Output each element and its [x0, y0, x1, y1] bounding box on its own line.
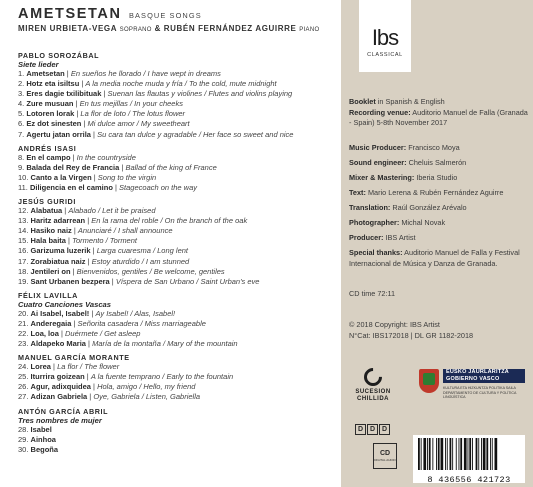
compact-disc-logo [373, 443, 397, 469]
track-number: 26. [18, 382, 29, 392]
track-row [18, 435, 336, 445]
credit-label: Text: [349, 188, 366, 197]
track-translation: Mi dulce amor / My sweetheart [87, 119, 190, 129]
barcode-bar [483, 438, 486, 470]
track-number: 16. [18, 246, 29, 256]
barcode-number: 8 436556 421723 [427, 475, 511, 485]
track-number: 12. [18, 206, 29, 216]
sucesion-text: SUCESION [355, 389, 391, 395]
credit-photographer [349, 218, 529, 228]
credit-translation [349, 203, 529, 213]
credit-label: Music Producer: [349, 143, 407, 152]
album-title: AMETSETAN [18, 6, 122, 22]
cd-logo-bottom: DIGITAL AUDIO [374, 458, 396, 462]
performer-1: MIREN URBIETA-VEGA [18, 24, 117, 33]
track-number: 29. [18, 434, 29, 444]
credit-mixer [349, 173, 529, 183]
barcode-bar [495, 438, 498, 470]
track-row: 13. Haritz adarrean | En la rama del roble / On the branch of the oak [18, 216, 248, 226]
track-row: 14. Hasiko naiz | Anunciaré / I shall announce [18, 226, 173, 236]
composer-name: ANDRÉS ISASI [18, 143, 77, 153]
barcode-bars [417, 438, 521, 470]
track-title: Hotz eta isiltsu [26, 79, 80, 89]
credit-value: Mario Lerena & Rubén Fernández Aguirre [367, 188, 504, 197]
credit-value: Michal Novak [401, 218, 446, 227]
credit-producer [349, 233, 529, 243]
track-title: En el campo [26, 152, 71, 162]
track-row: 21. Anderegaia | Señorita casadera / Miss marriageable [18, 318, 206, 328]
track-title: Ametsetan [26, 69, 65, 78]
credit-value: Auditorio Manuel de Falla y Festival Internacional de Música y Danza de Granada. [349, 248, 520, 268]
barcode-bar [459, 438, 460, 470]
track-title: Diligencia en el camino [29, 182, 113, 192]
track-translation: La flor / The flower [57, 362, 120, 372]
performer-amp: & [154, 24, 161, 33]
track-title: Garizuma luzerik [30, 246, 91, 256]
credit-text [349, 188, 529, 198]
barcode-bar [478, 438, 479, 470]
track-title: Loa, loa [30, 328, 59, 338]
track-translation: Bienvenidos, gentiles / Be welcome, gentiles [76, 266, 225, 276]
barcode-bar [418, 438, 420, 470]
track-translation: Tormento / Torment [72, 236, 137, 246]
track-number: 4. [18, 99, 25, 109]
ibs-logo [359, 0, 411, 72]
ibs-logo-sub: CLASSICAL [367, 52, 403, 58]
track-title: Canto a la Virgen [30, 172, 92, 182]
barcode-bar [460, 438, 462, 470]
track-number: 15. [18, 236, 29, 246]
credit-label: Producer: [349, 233, 384, 242]
credit-value: Auditorio Manuel de Falla (Granada - Spain) 5-8th November 2017 [349, 108, 528, 127]
track-translation: Su cara tan dulce y agradable / Her face so sweet and nice [97, 129, 294, 139]
ddd-badge [355, 424, 390, 435]
composer-name: MANUEL GARCÍA MORANTE [18, 353, 130, 363]
credit-label: Booklet [349, 97, 376, 106]
eus-department-text [443, 386, 525, 400]
track-row [18, 445, 336, 455]
track-row: 2. Hotz eta isiltsu | A la media noche muda y fría / To the cold, mute midnight [18, 79, 277, 89]
track-translation: Ay Isabel! / Alas, Isabel! [95, 308, 176, 318]
barcode-bar [438, 438, 440, 470]
barcode-bar [423, 438, 426, 470]
track-number: 23. [18, 339, 29, 349]
credit-sound-engineer [349, 158, 529, 168]
barcode-bar [450, 438, 452, 470]
track-number: 1. [18, 69, 25, 78]
credit-booklet [349, 97, 529, 107]
credit-label: Special thanks: [349, 248, 403, 257]
track-number: 8. [18, 152, 25, 162]
track-row: 1. Ametsetan | En sueños he llorado / I have wept in dreams [18, 69, 221, 78]
track-title: Hala baita [30, 236, 66, 246]
credit-value: Raúl González Arévalo [392, 203, 467, 212]
track-title: Ai Isabel, Isabel! [30, 308, 90, 318]
track-title: Haritz adarrean [30, 216, 86, 226]
track-row: 8. En el campo | In the countryside [18, 152, 136, 162]
credit-label: Photographer: [349, 218, 400, 227]
credit-value: IBS Artist [385, 233, 416, 242]
credit-label: Mixer & Mastering: [349, 173, 415, 182]
composer-name: ANTÓN GARCÍA ABRIL [18, 406, 109, 416]
track-title: Isabel [30, 424, 52, 434]
credit-label: Translation: [349, 203, 391, 212]
track-number: 28. [18, 424, 29, 434]
track-row: 25. Iturrira goizean | A la fuente temprano / Early to the fountain [18, 372, 234, 382]
work-title: Cuatro Canciones Vascas [18, 299, 111, 309]
chillida-text: CHILLIDA [357, 396, 389, 402]
credit-value: in Spanish & English [377, 97, 445, 106]
eus-small-2: DEPARTAMENTO DE CULTURA Y POLÍTICA LINGÜÍSTICA [443, 390, 517, 399]
catalog-number: N°Cat: IBS172018 | DL GR 1182-2018 [349, 331, 474, 340]
barcode-bar [472, 438, 473, 470]
track-title: Ainhoa [30, 434, 56, 444]
barcode-bar [436, 438, 437, 470]
performers [18, 24, 319, 33]
track-translation: Víspera de San Urbano / Saint Urban's eve [115, 276, 260, 286]
track-translation: En sueños he llorado / I have wept in dreams [70, 69, 221, 78]
track-translation: En tus mejillas / In your cheeks [79, 99, 183, 109]
track-number: 19. [18, 276, 29, 286]
track-number: 20. [18, 308, 29, 318]
barcode-bar [468, 438, 469, 470]
performer-1-role: SOPRANO [119, 27, 152, 33]
track-number: 27. [18, 392, 29, 402]
barcode-bar [490, 438, 491, 470]
composer-name: FÉLIX LAVILLA [18, 290, 78, 300]
credit-label: Recording venue: [349, 108, 411, 117]
credit-value: Francisco Moya [408, 143, 460, 152]
barcode-bar [476, 438, 478, 470]
track-title: Alabatua [30, 206, 63, 216]
track-row: 22. Loa, loa | Duérmete / Get asleep [18, 328, 141, 338]
track-row: 20. Ai Isabel, Isabel! | Ay Isabel! / Alas, Isabel! [18, 308, 176, 318]
track-row: 9. Balada del Rey de Francia | Ballad of the king of France [18, 162, 217, 172]
track-row: 11. Diligencia en el camino | Stagecoach on the way [18, 182, 198, 192]
track-title: Agertu jatan orrila [26, 129, 91, 139]
track-row: 6. Ez dot sinesten | Mi dulce amor / My sweetheart [18, 119, 190, 129]
track-translation: Anunciaré / I shall announce [77, 226, 173, 236]
eus-line-1: EUSKO JAURLARITZA [446, 369, 509, 375]
ddd-letter: D [367, 424, 378, 435]
track-title: Eres dagie txilibituak [26, 89, 102, 99]
track-number: 24. [18, 362, 29, 372]
track-number: 7. [18, 129, 25, 139]
track-row: 5. Lotoren lorak | La flor de loto / The lotus flower [18, 109, 186, 119]
barcode [413, 435, 525, 483]
barcode-bar [429, 438, 431, 470]
track-title: Zure musuan [26, 99, 74, 109]
cd-logo-top: CD [379, 450, 391, 457]
track-row: 7. Agertu jatan orrila | Su cara tan dulce y agradable / Her face so sweet and nice [18, 129, 294, 139]
track-title: Lorea [30, 362, 51, 372]
track-number: 22. [18, 328, 29, 338]
barcode-bar [481, 438, 482, 470]
track-row: 16. Garizuma luzerik | Larga cuaresma / Long lent [18, 246, 188, 256]
track-title: Anderegaia [30, 318, 72, 328]
credits-panel [341, 0, 533, 487]
track-title: Iturrira goizean [30, 372, 85, 382]
track-title: Hasiko naiz [30, 226, 72, 236]
track-translation: Larga cuaresma / Long lent [96, 246, 188, 256]
track-translation: A la media noche muda y fría / To the cold, mute midnight [85, 79, 277, 89]
track-translation: La flor de loto / The lotus flower [80, 109, 186, 119]
credit-value: Iberia Studio [416, 173, 458, 182]
work-title: Siete lieder [18, 60, 59, 69]
barcode-bar [464, 438, 467, 470]
track-translation: María de la montaña / Mary of the mountain [92, 339, 238, 349]
track-number: 21. [18, 318, 29, 328]
track-number: 2. [18, 79, 25, 89]
barcode-bar [447, 438, 448, 470]
track-number: 5. [18, 109, 25, 119]
track-row: 23. Aldapeko Maria | María de la montaña / Mary of the mountain [18, 339, 238, 349]
barcode-bar [421, 438, 422, 470]
barcode-bar [452, 438, 453, 470]
credit-recording [349, 108, 529, 128]
copyright: © 2018 Copyright: IBS Artist [349, 320, 440, 329]
track-title: Ez dot sinesten [26, 119, 82, 129]
credit-music-producer [349, 143, 529, 153]
barcode-bar [486, 438, 488, 470]
ibs-logo-text: Ibs [371, 25, 399, 50]
tracklist [18, 45, 336, 455]
track-translation: Estoy aturdido / I am stunned [91, 256, 190, 266]
track-row: 26. Agur, adixquidea | Hola, amigo / Hello, my friend [18, 382, 196, 392]
ddd-letter: D [355, 424, 366, 435]
track-number: 11. [18, 182, 28, 192]
track-title: Jentileri on [30, 266, 71, 276]
chillida-mark-icon [360, 364, 385, 389]
ddd-letter: D [379, 424, 390, 435]
track-translation: Suenan las flautas y violines / Flutes and violins playing [107, 89, 293, 99]
barcode-bar [432, 438, 433, 470]
track-row: 3. Eres dagie txilibituak | Suenan las flautas y violines / Flutes and violins playing [18, 89, 293, 99]
basque-shield-icon [419, 369, 439, 393]
album-subtitle: BASQUE SONGS [129, 11, 202, 20]
track-row: 12. Alabatua | Alabado / Let it be praised [18, 206, 156, 216]
barcode-bar [456, 438, 457, 470]
track-number: 13. [18, 216, 29, 226]
track-row: 24. Lorea | La flor / The flower [18, 362, 120, 372]
track-title: Lotoren lorak [26, 109, 75, 119]
track-translation: Señorita casadera / Miss marriageable [77, 318, 206, 328]
track-translation: En la rama del roble / On the branch of the oak [91, 216, 248, 226]
sucesion-chillida-logo [349, 368, 397, 410]
barcode-bar [492, 438, 493, 470]
track-number: 6. [18, 119, 25, 129]
credit-value: Cheluis Salmerón [408, 158, 467, 167]
track-translation: Hola, amigo / Hello, my friend [97, 382, 196, 392]
track-number: 30. [18, 444, 29, 454]
track-translation: Stagecoach on the way [119, 182, 198, 192]
track-title: Begoña [30, 444, 59, 454]
track-row: 27. Adizan Gabriela | Oye, Gabriela / Listen, Gabriella [18, 392, 201, 402]
track-translation: Song to the virgin [97, 172, 157, 182]
eus-line-2: GOBIERNO VASCO [446, 376, 500, 382]
credit-label: Sound engineer: [349, 158, 407, 167]
track-title: Zorabiatua naiz [30, 256, 86, 266]
album-title-row [18, 5, 202, 23]
barcode-bar [441, 438, 444, 470]
performer-2-role: PIANO [299, 27, 320, 33]
track-translation: Duérmete / Get asleep [65, 328, 141, 338]
track-number: 9. [18, 162, 25, 172]
track-number: 25. [18, 372, 29, 382]
track-row: 18. Jentileri on | Bienvenidos, gentiles / Be welcome, gentiles [18, 266, 225, 276]
track-number: 10. [18, 172, 29, 182]
track-title: Sant Urbanen bezpera [30, 276, 110, 286]
work-title: Tres nombres de mujer [18, 415, 102, 425]
composer-name: JESÚS GURIDI [18, 197, 76, 207]
track-translation: In the countryside [76, 152, 136, 162]
cd-time: CD time 72:11 [349, 289, 396, 298]
track-title: Aldapeko Maria [30, 339, 86, 349]
track-translation: Oye, Gabriela / Listen, Gabriella [93, 392, 201, 402]
track-translation: Ballad of the king of France [125, 162, 217, 172]
barcode-bar [427, 438, 428, 470]
track-row: 19. Sant Urbanen bezpera | Víspera de San Urbano / Saint Urban's eve [18, 276, 260, 286]
sponsors [349, 368, 529, 414]
track-title: Adizan Gabriela [30, 392, 88, 402]
performer-2: RUBÉN FERNÁNDEZ AGUIRRE [163, 24, 297, 33]
track-number: 17. [18, 256, 29, 266]
track-translation: Alabado / Let it be praised [68, 206, 156, 216]
track-row [18, 425, 336, 435]
track-title: Balada del Rey de Francia [26, 162, 120, 172]
track-row: 4. Zure musuan | En tus mejillas / In your cheeks [18, 99, 183, 109]
barcode-bar [469, 438, 471, 470]
eus-small-1: KULTURA ETA HIZKUNTZA POLITIKA SAILA [443, 386, 516, 390]
track-title: Agur, adixquidea [30, 382, 91, 392]
track-number: 18. [18, 266, 29, 276]
gobierno-vasco-band [443, 369, 525, 383]
track-number: 14. [18, 226, 29, 236]
track-number: 3. [18, 89, 25, 99]
track-row: 17. Zorabiatua naiz | Estoy aturdido / I am stunned [18, 256, 190, 266]
track-row: 15. Hala baita | Tormento / Torment [18, 236, 137, 246]
track-row: 10. Canto a la Virgen | Song to the virgin [18, 172, 157, 182]
track-translation: A la fuente temprano / Early to the fountain [90, 372, 234, 382]
composer-name: PABLO SOROZÁBAL [18, 51, 100, 60]
gobierno-vasco-logo [419, 368, 527, 410]
barcode-bar [445, 438, 446, 470]
credit-thanks [349, 247, 529, 269]
